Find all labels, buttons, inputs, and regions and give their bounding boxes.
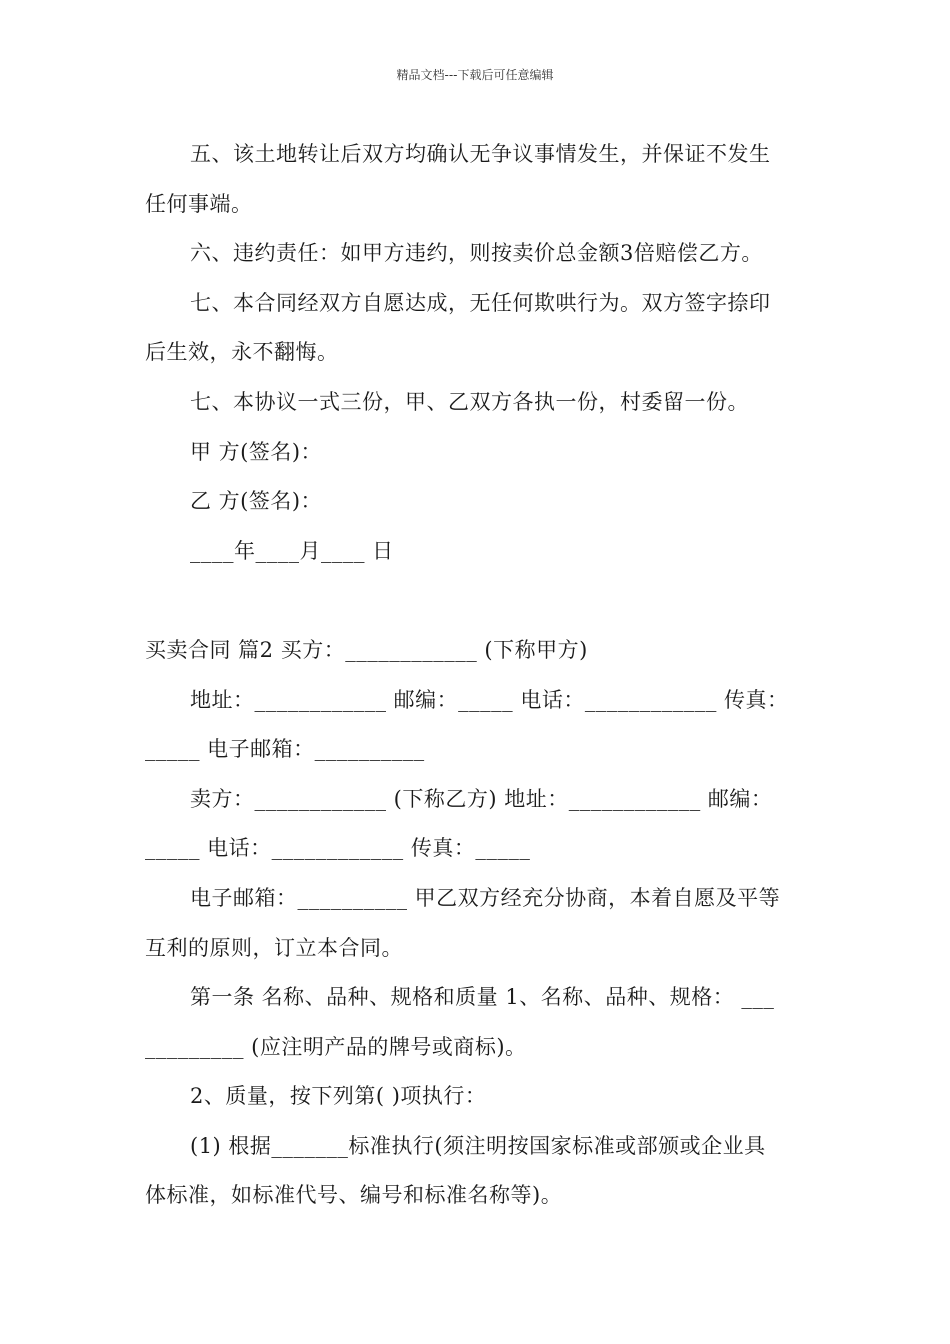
paragraph-p6: 六、违约责任：如甲方违约，则按卖价总金额3倍赔偿乙方。 (190, 241, 763, 266)
paragraph-art1: 第一条 名称、品种、规格和质量 1、名称、品种、规格： ___ (190, 985, 775, 1010)
paragraph-seller: 卖方：____________ (下称乙方) 地址：____________ 邮编： (190, 786, 773, 811)
paragraph-p5b: 任何事端。 (145, 191, 253, 216)
paragraph-c2title: 买卖合同 篇2 买方：____________ (下称甲方) (145, 637, 588, 662)
paragraph-emailLine: 电子邮箱：__________ 甲乙双方经充分协商，本着自愿及平等 (190, 885, 781, 910)
paragraph-principle: 互利的原则，订立本合同。 (145, 935, 403, 960)
paragraph-date: ____年____月____ 日 (190, 538, 394, 563)
paragraph-sellerTel: _____ 电话：____________ 传真：_____ (145, 836, 531, 861)
paragraph-p5a: 五、该土地转让后双方均确认无争议事情发生，并保证不发生 (190, 142, 771, 166)
paragraph-q1: (1) 根据_______标准执行(须注明按国家标准或部颁或企业具 (190, 1133, 766, 1158)
paragraph-quality: 2、质量，按下列第( )项执行： (190, 1084, 487, 1109)
paragraph-q1b: 体标准，如标准代号、编号和标准名称等)。 (145, 1183, 563, 1208)
page-header: 精品文档---下载后可任意编辑 (396, 68, 554, 82)
paragraph-gap (145, 576, 810, 626)
paragraph-p7c: 七、本协议一式三份，甲、乙双方各执一份，村委留一份。 (190, 389, 749, 414)
paragraph-sigA: 甲 方(签名)： (190, 439, 323, 464)
paragraph-sigB: 乙 方(签名)： (190, 489, 323, 514)
paragraph-buyerAddr: 地址：____________ 邮编：_____ 电话：____________ 传真： (190, 687, 789, 712)
paragraph-art1b: _________ (应注明产品的牌号或商标)。 (145, 1034, 527, 1059)
paragraph-buyerEmail: _____ 电子邮箱：__________ (145, 737, 425, 762)
document-body (145, 130, 810, 1221)
paragraph-p7a: 七、本合同经双方自愿达成，无任何欺哄行为。双方签字捺印 (190, 290, 771, 315)
paragraph-p7b: 后生效，永不翻悔。 (145, 340, 339, 365)
